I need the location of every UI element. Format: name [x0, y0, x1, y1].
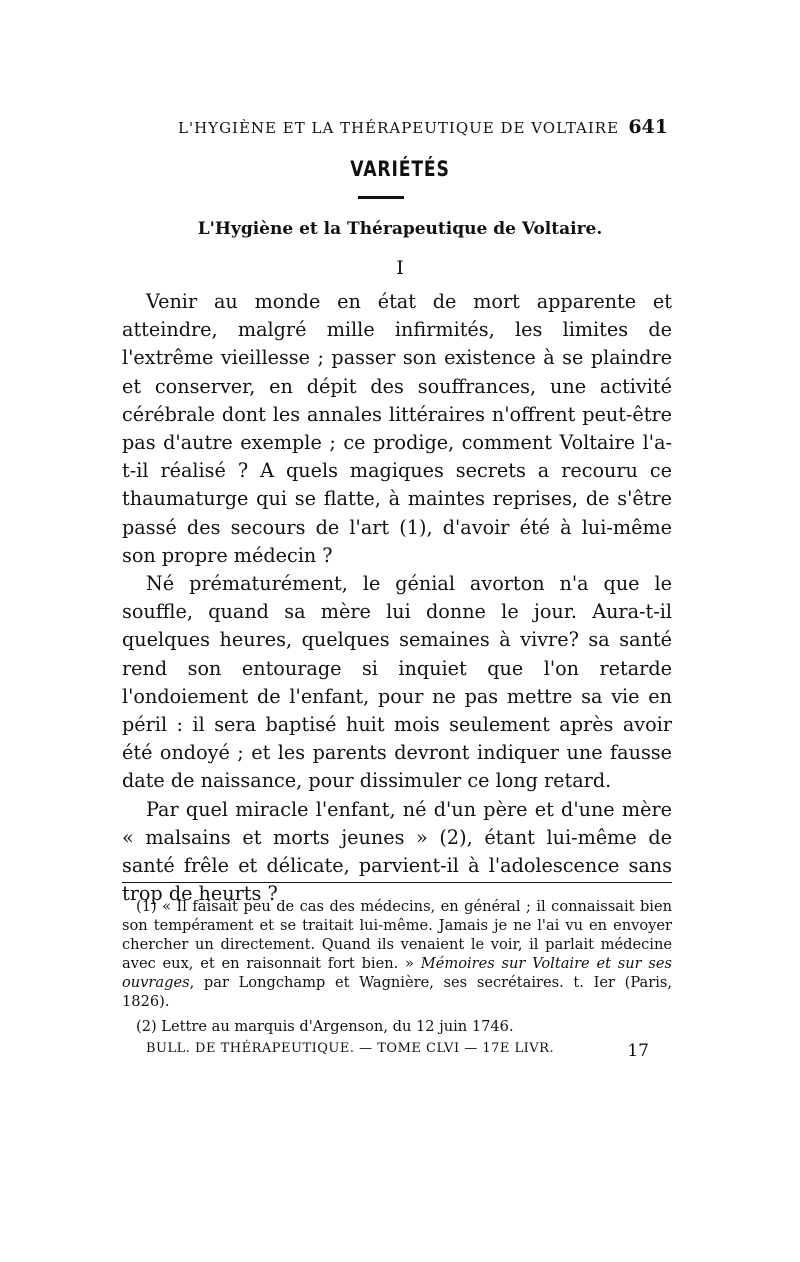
footnote-1	[122, 897, 672, 1011]
paragraph-2: Né prématurément, le génial avorton n'a que le souffle, quand sa mère lui donne le jour. Aura-t-il quelques heures, quelques semaines à vivre? sa santé rend son entourage si inquiet que l'on retarde l'ondoiement de l'enfant, pour ne pas mettre sa vie en péril : il sera baptisé huit mois seulement après avoir été ondoyé ; et les parents devront indiquer une fausse date de naissance, pour dissimuler ce long retard.	[122, 572, 672, 793]
paragraph-3: Par quel miracle l'enfant, né d'un père et d'une mère « malsains et morts jeunes » (2), étant lui-même de santé frêle et délicate, parvient-il à l'adolescence sans trop de heurts ?	[122, 797, 672, 906]
running-head-title: L'HYGIÈNE ET LA THÉRAPEUTIQUE DE VOLTAIRE	[178, 119, 620, 137]
footer-journal: BULL. DE THÉRAPEUTIQUE. — TOME CLVI — 17E LIVR.	[146, 1041, 555, 1056]
footnotes	[122, 897, 672, 1042]
footer-signature: 17	[627, 1041, 649, 1061]
footnote-2: (2) Lettre au marquis d'Argenson, du 12 juin 1746.	[136, 1018, 514, 1035]
running-head	[178, 116, 668, 138]
part-numeral: I	[396, 257, 404, 279]
footnote-rule	[122, 882, 672, 883]
footnote-1-work: Mémoires sur Voltaire et sur ses ouvrages	[122, 955, 673, 991]
title-rule	[358, 196, 404, 199]
page-number: 641	[628, 116, 668, 138]
paragraph-1: Venir au monde en état de mort apparente et atteindre, malgré mille infirmités, les limites de l'extrême vieillesse ; passer son existence à se plaindre et conserver, en dépit des souffrances, une activité cérébrale dont les annales littéraires n'offrent peut-être pas d'autre exemple ; ce prodige, comment Voltaire l'a-t-il réalisé ? A quels magiques secrets a recouru ce thaumaturge qui se flatte, à maintes reprises, de s'être passé des secours de l'art (1), d'avoir été à lui-même son propre médecin ?	[122, 290, 672, 567]
body-text	[122, 288, 672, 908]
article-title: L'Hygiène et la Thérapeutique de Voltaire.	[197, 219, 603, 239]
page-footer	[146, 1041, 649, 1061]
footnote-1-text: (1) « Il faisait peu de cas des médecins, en général ; il connaissait bien son tempérament et se traitait lui-même. Jamais je ne l'ai vu en envoyer chercher un directement. Quand ils venaient le voir, il parlait médecine avec eux, et en raisonnait fort bien. »	[122, 898, 672, 972]
section-title: VARIÉTÉS	[350, 157, 450, 181]
footnote-1-tail: , par Longchamp et Wagnière, ses secrétaires. t. Ier (Paris, 1826).	[122, 974, 672, 1010]
